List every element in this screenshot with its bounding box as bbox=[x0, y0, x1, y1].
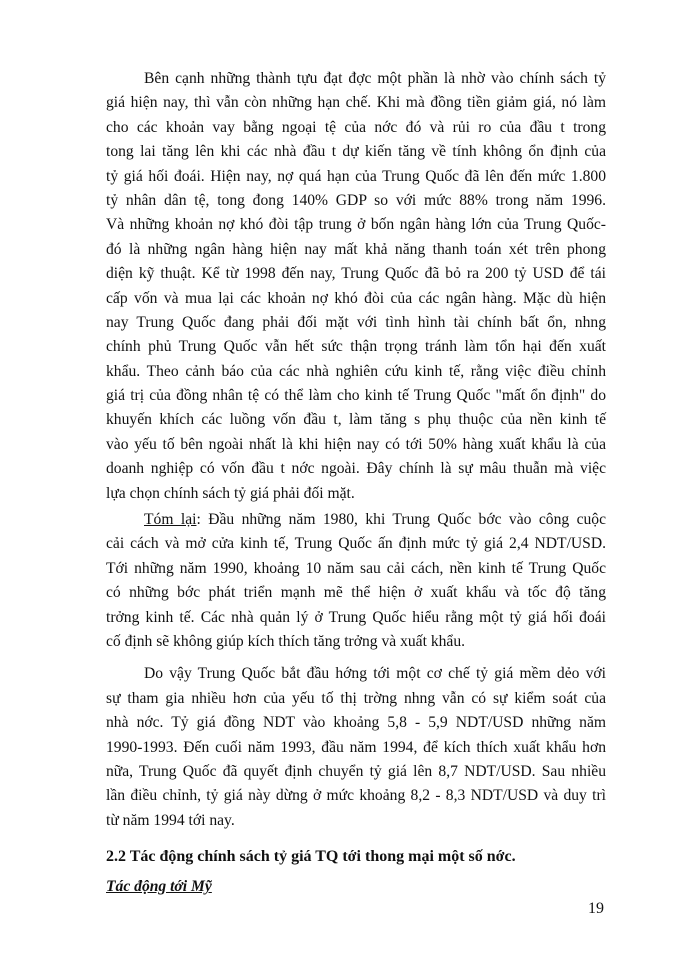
text-line: cải cách và mở cửa kinh tế, Trung Quốc ấn định mức tỷ giá 2,4 NDT/USD. bbox=[106, 535, 606, 553]
text-line: sự tham gia nhiều hơn của yếu tố thị trờng nhng vẫn có sự kiểm soát của bbox=[106, 689, 606, 707]
text-line: trởng kinh tế. Các nhà quản lý ở Trung Quốc hiểu rằng một tỷ giá hối đoái bbox=[106, 608, 606, 626]
text-line: chính phủ Trung Quốc vẫn hết sức thận trọng tránh làm tổn hại đến xuất bbox=[106, 338, 606, 356]
text-line: đó là những ngân hàng hiện nay mất khả năng thanh toán xét trên phong bbox=[106, 240, 606, 258]
text-line: tỷ giá hối đoái. Hiện nay, nợ quá hạn của Trung Quốc đã lên đến mức 1.800 bbox=[106, 167, 606, 185]
text-line: giá trị của đồng nhân tệ có thể làm cho kinh tế Trung Quốc "mất ổn định" do bbox=[106, 387, 606, 405]
text-line bbox=[106, 508, 606, 532]
text-line: tỷ nhân dân tệ, tong đong 140% GDP so với mức 88% trong năm 1996. bbox=[106, 191, 606, 209]
text-line: cấp vốn và mua lại các khoản nợ khó đòi của các ngân hàng. Mặc dù hiện bbox=[106, 289, 606, 307]
paragraph-flexible-mechanism bbox=[106, 662, 606, 833]
text-line: giá hiện nay, thì vẫn còn những hạn chế. Khi mà đồng tiền giảm giá, nó làm bbox=[106, 94, 606, 112]
text-line: vào yếu tố bên ngoài nhất là khi hiện nay có tới 50% hàng xuất khẩu là của bbox=[106, 435, 606, 453]
text-line: Tới những năm 1990, khoảng 10 năm sau cải cách, nền kinh tế Trung Quốc bbox=[106, 559, 606, 577]
text-line: Do vậy Trung Quốc bắt đầu hớng tới một cơ chế tỷ giá mềm dẻo với bbox=[144, 665, 606, 683]
section-heading: 2.2 Tác động chính sách tỷ giá TQ tới thong mại một số nớc. bbox=[106, 848, 516, 866]
summary-label: Tóm lại bbox=[144, 511, 197, 529]
subsection-heading: Tác động tới Mỹ bbox=[106, 878, 212, 896]
paragraph-summary bbox=[106, 508, 606, 654]
text-line: cố định sẽ không giúp kích thích tăng trởng và xuất khẩu. bbox=[106, 632, 466, 650]
text-line: nay Trung Quốc đang phải đối mặt với tình hình tài chính bất ổn, nhng bbox=[106, 313, 606, 331]
summary-text: : Đầu những năm 1980, khi Trung Quốc bớc vào công cuộc bbox=[196, 511, 607, 529]
text-line: lựa chọn chính sách tỷ giá phải đối mặt. bbox=[106, 484, 355, 502]
text-line: diện kỹ thuật. Kể từ 1998 đến nay, Trung Quốc đã bỏ ra 200 tỷ USD để tái bbox=[106, 265, 606, 283]
text-line: Và những khoản nợ khó đòi tập trung ở bốn ngân hàng lớn của Trung Quốc- bbox=[106, 216, 606, 234]
paragraph-limitations bbox=[106, 67, 606, 506]
text-line: cho các khoản vay bằng ngoại tệ của nớc đó và rủi ro của đầu t trong bbox=[106, 118, 606, 136]
text-line: nữa, Trung Quốc đã quyết định chuyển tỷ giá lên 8,7 NDT/USD. Sau nhiều bbox=[106, 762, 606, 780]
text-line: khuyến khích các luồng vốn đầu t, làm tăng s phụ thuộc của nền kinh tế bbox=[106, 411, 606, 429]
text-line: lần điều chỉnh, tỷ giá này dừng ở mức khoảng 8,2 - 8,3 NDT/USD và duy trì bbox=[106, 787, 606, 805]
text-line: từ năm 1994 tới nay. bbox=[106, 811, 235, 829]
text-line: khẩu. Theo cảnh báo của các nhà nghiên cứu kinh tế, rằng việc điều chỉnh bbox=[106, 362, 606, 380]
text-line: Bên cạnh những thành tựu đạt đợc một phần là nhờ vào chính sách tỷ bbox=[144, 70, 606, 87]
text-line: doanh nghiệp có vốn đầu t nớc ngoài. Đây chính là sự mâu thuẫn mà việc bbox=[106, 460, 606, 478]
text-line: nhà nớc. Tỷ giá đồng NDT vào khoảng 5,8 - 5,9 NDT/USD những năm bbox=[106, 714, 606, 732]
text-line: 1990-1993. Đến cuối năm 1993, đầu năm 1994, để kích thích xuất khẩu hơn bbox=[106, 738, 606, 756]
body-text bbox=[106, 67, 606, 899]
page-number: 19 bbox=[588, 900, 604, 917]
text-line: tong lai tăng lên khi các nhà đầu t dự kiến tăng về tính không ổn định của bbox=[106, 143, 606, 161]
text-line: có những bớc phát triển mạnh mẽ thể hiện ở xuất khẩu và tốc độ tăng bbox=[106, 584, 606, 602]
